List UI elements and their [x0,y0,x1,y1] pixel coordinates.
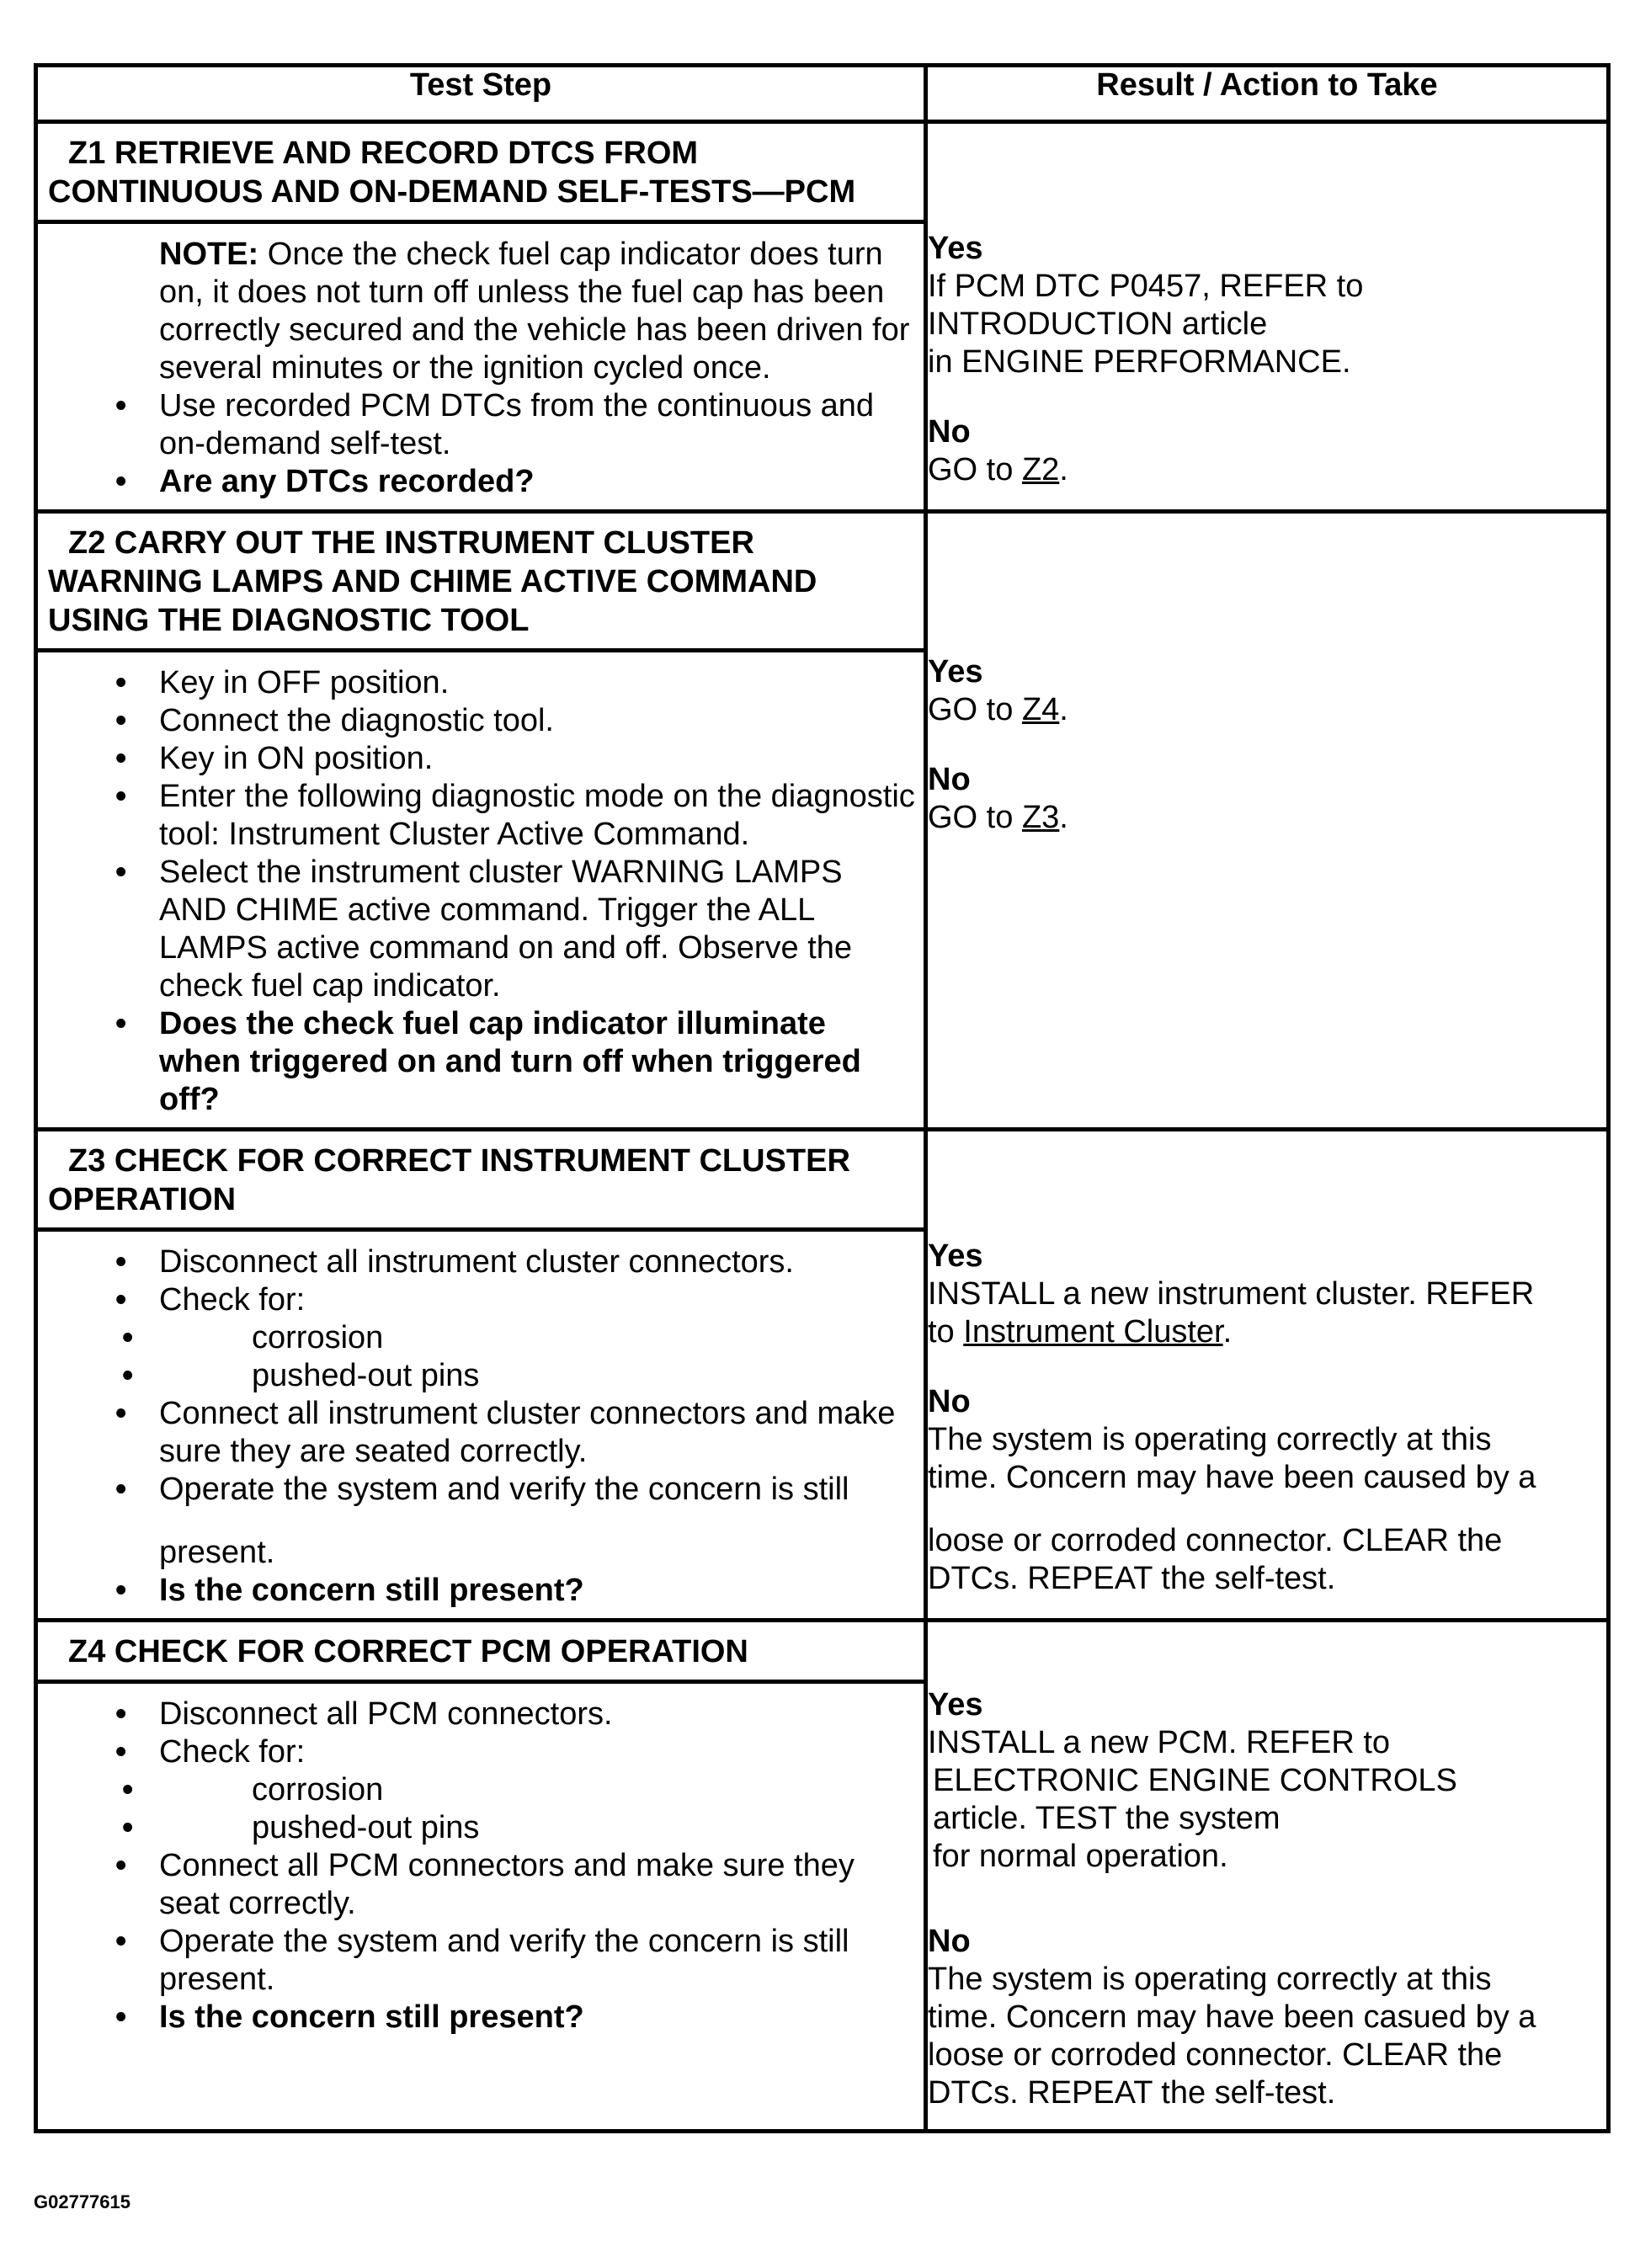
result-cell-z2 [926,512,1609,1130]
header-row [36,66,1609,122]
step-title-z1 [38,124,924,220]
step-title-z3-line1: Z3 CHECK FOR CORRECT INSTRUMENT CLUSTER [68,1143,850,1179]
list-item-continuation: present. [159,1535,275,1570]
step-row-z1 [36,122,1609,512]
sub-list-item: • pushed-out pins [46,1357,915,1395]
step-title-z4 [38,1622,924,1680]
yes-label: Yes [928,231,983,266]
question-z3: • Is the concern still present? [46,1572,915,1610]
step-title-z4-line1: Z4 CHECK FOR CORRECT PCM OPERATION [68,1634,748,1669]
step-body-z4 [38,1680,924,2129]
step-cell-z1 [36,122,926,512]
step-title-z2-line3: USING THE DIAGNOSTIC TOOL [48,603,530,638]
result-cell-z4 [926,1621,1609,2132]
list-item: • Select the instrument cluster WARNING LAMPS AND CHIME active command. Trigger the ALL LAMPS active command on and off. Observe the check fuel cap indicator. [46,854,915,1005]
figure-id: G02777615 [34,2191,130,2212]
yes-label: Yes [928,1687,983,1722]
step-title-z2-line2: WARNING LAMPS AND CHIME ACTIVE COMMAND [48,564,817,599]
question-z4: • Is the concern still present? [46,1999,915,2036]
result-text: INSTALL a new PCM. REFER to [928,1725,1391,1760]
step-cell-z4 [36,1621,926,2132]
list-item: • Operate the system and verify the concern is still present. [46,1923,915,1999]
result-text: in ENGINE PERFORMANCE. [928,344,1351,380]
result-text: INSTALL a new instrument cluster. REFER [928,1276,1535,1312]
question-z1: • Are any DTCs recorded? [46,463,915,501]
list-item: • Check for: [46,1281,915,1319]
refer-instrument-cluster: to Instrument Cluster. [928,1314,1233,1350]
list-item: • Operate the system and verify the concern is still [46,1471,915,1509]
result-text: INTRODUCTION article [928,306,1268,342]
step-title-z1-line1: Z1 RETRIEVE AND RECORD DTCS FROM [68,136,699,171]
sub-list-item: • pushed-out pins [46,1809,915,1847]
step-body-z1 [38,220,924,509]
result-cell-z1 [926,122,1609,512]
list-item: • Disconnect all PCM connectors. [46,1696,915,1733]
result-text: time. Concern may have been caused by a [928,1460,1536,1495]
step-title-z3 [38,1131,924,1227]
step-title-z1-line2: CONTINUOUS AND ON-DEMAND SELF-TESTS—PCM [48,174,856,210]
diagnostic-test-table [34,63,1611,2133]
result-text: loose or corroded connector. CLEAR the [928,2037,1503,2073]
result-text: time. Concern may have been casued by a [928,1999,1536,2035]
sub-list-item: • corrosion [46,1319,915,1357]
link-instrument-cluster[interactable]: Instrument Cluster [963,1314,1223,1350]
step-cell-z2 [36,512,926,1130]
link-z3[interactable]: Z3 [1021,800,1060,835]
no-label: No [928,1384,971,1419]
header-result-action: Result / Action to Take [926,66,1609,122]
result-text: The system is operating correctly at this [928,1422,1492,1457]
result-text: If PCM DTC P0457, REFER to [928,269,1364,304]
question-z2: • Does the check fuel cap indicator illuminate when triggered on and turn off when triggered off? [46,1005,915,1119]
step-row-z4 [36,1621,1609,2132]
step-body-z2 [38,648,924,1127]
step-cell-z3 [36,1130,926,1621]
sub-list-item: • corrosion [46,1771,915,1809]
goto-z4: GO to Z4. [928,692,1068,727]
result-text: loose or corroded connector. CLEAR the [928,1523,1503,1558]
result-cell-z3 [926,1130,1609,1621]
list-item: • Use recorded PCM DTCs from the continuous and on-demand self-test. [46,387,915,463]
yes-label: Yes [928,1238,983,1274]
link-z2[interactable]: Z2 [1021,452,1060,487]
step-row-z3 [36,1130,1609,1621]
result-text: DTCs. REPEAT the self-test. [928,2075,1336,2111]
step-title-z2-line1: Z2 CARRY OUT THE INSTRUMENT CLUSTER [68,525,754,561]
result-text: DTCs. REPEAT the self-test. [928,1561,1336,1596]
no-label: No [928,414,971,450]
no-label: No [928,762,971,797]
note-text: Once the check fuel cap indicator does turn on, it does not turn off unless the fuel cap has been correctly secured and the vehicle has been driven for several minutes or the ignition cycled once. [159,237,910,386]
list-item: • Disconnect all instrument cluster connectors. [46,1243,915,1281]
list-item: • Connect the diagnostic tool. [46,702,915,740]
yes-label: Yes [928,654,983,689]
list-item: • Connect all PCM connectors and make sure they seat correctly. [46,1847,915,1923]
link-z4[interactable]: Z4 [1021,692,1060,727]
step-title-z3-line2: OPERATION [48,1182,237,1217]
list-item: • Connect all instrument cluster connectors and make sure they are seated correctly. [46,1395,915,1471]
step-row-z2 [36,512,1609,1130]
list-item: • Key in ON position. [46,740,915,778]
no-label: No [928,1924,971,1959]
goto-z2: GO to Z2. [928,452,1068,487]
result-text: for normal operation. [933,1839,1228,1874]
result-text: The system is operating correctly at this [928,1962,1492,1997]
result-text: article. TEST the system [933,1801,1281,1836]
list-item: • Key in OFF position. [46,664,915,702]
list-item: • Enter the following diagnostic mode on the diagnostic tool: Instrument Cluster Active Command. [46,778,915,854]
list-item: • Check for: [46,1733,915,1771]
header-test-step: Test Step [36,66,926,122]
note-label: NOTE: [159,237,259,272]
goto-z3: GO to Z3. [928,800,1068,835]
result-text: ELECTRONIC ENGINE CONTROLS [933,1763,1457,1798]
step-body-z3 [38,1227,924,1618]
note-item [46,236,915,387]
step-title-z2 [38,514,924,648]
